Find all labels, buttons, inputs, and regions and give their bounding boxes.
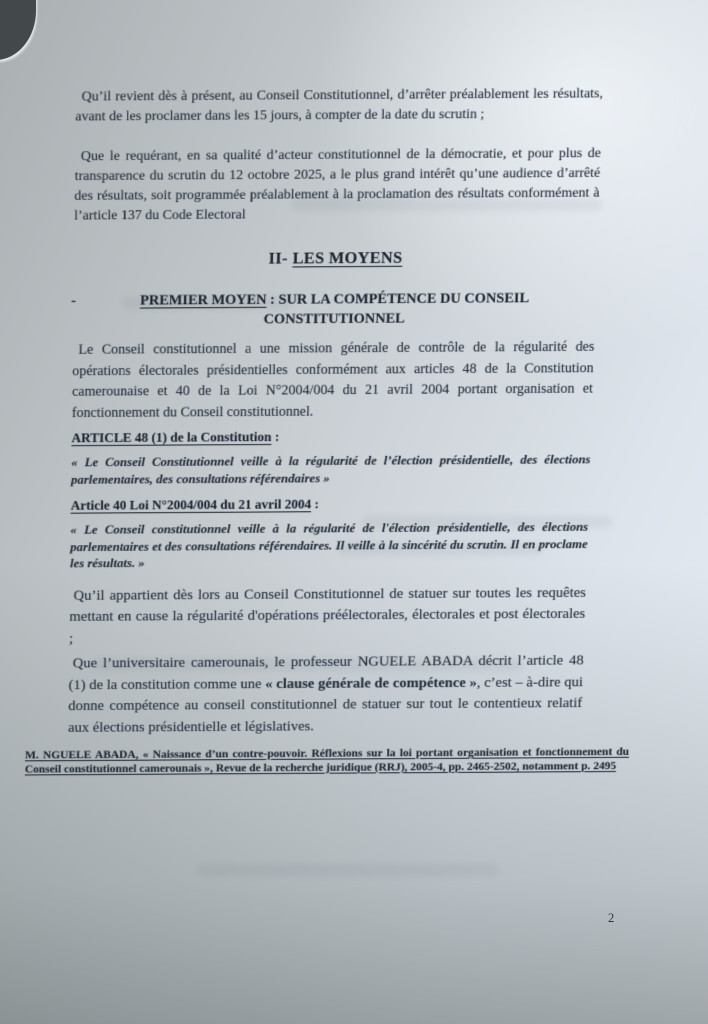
page-number: 2 xyxy=(608,911,615,925)
section-number: II- xyxy=(268,248,288,268)
universitaire-text-end: , c’est – à-dire qui donne compétence au conseil constitutionnel de statuer sur tout le contentieux relatif aux élections présidentielle et législatives. xyxy=(67,674,584,736)
paragraph-mission: Le Conseil constitutionnel a une mission générale de contrôle de la régularité des opérations électorales présidentielles conformément aux articles 48 de la Constitution camerounaise et 40 de la Loi N°2004/004 du 21 avril 2004 portant organisation et fonctionnement du Conseil constitutionnel. xyxy=(71,339,595,421)
article-40-colon: : xyxy=(311,496,320,512)
premier-moyen-label: PREMIER MOYEN xyxy=(139,292,267,309)
section-heading-les-moyens xyxy=(74,247,598,269)
ink-bleed xyxy=(198,864,498,876)
universitaire-text-start: Que l’universitaire camerounais, le professeur NGUELE ABADA décrit l’article 48 (1) de la constitution comme une xyxy=(68,653,584,693)
heading-article-48 xyxy=(71,427,591,447)
premier-moyen-subject: : SUR LA COMPÉTENCE DU CONSEIL CONSTITUTIONNEL xyxy=(263,290,530,327)
paragraph-requerant: Que le requérant, en sa qualité d’acteur constitutionnel de la démocratie, et pour plus de transparence du scrutin du 12 octobre 2025, a le plus grand intérêt qu’une audience d’arrêté des résultats, soit programmée préalablement à la proclamation des résultats conformément à l’article 137 du Code Electoral xyxy=(74,146,602,224)
paragraph-revient: Qu’il revient dès à présent, au Conseil Constitutionnel, d’arrêter préalablement les résultats, avant de les proclamer dans les 15 jours, à compter de la date du scrutin ; xyxy=(75,86,604,125)
quote-article-40: « Le Conseil constitutionnel veille à la régularité de l'élection présidentielle, des élections parlementaires et des consultations référendaires. Il veille à la sincérité du scrutin. Il en proclame les résultats. » xyxy=(69,519,589,571)
paragraph-universitaire xyxy=(68,650,584,738)
footnote-reference: M. NGUELE ABADA, « Naissance d’un contre-pouvoir. Réflexions sur la loi portant organisation et fonctionnement du Conseil constitutionnel camerounais », Revue de la recherche juridique (RRJ), 2005-4, pp. 2465-2502, notamment p. 2495 xyxy=(24,744,630,775)
section-title: LES MOYENS xyxy=(292,248,403,268)
clause-generale-bold: « clause générale de compétence » xyxy=(265,675,478,692)
heading-article-40 xyxy=(71,494,590,513)
quote-article-48: « Le Conseil Constitutionnel veille à la régularité de l’élection présidentielle, des élections parlementaires, des consultations référendaires » xyxy=(70,451,591,487)
paragraph-appartient: Qu’il appartient dès lors au Conseil Constitutionnel de statuer sur toutes les requêtes mettant en cause la régularité d'opérations préélectorales, électorales et post électorales ; xyxy=(69,584,587,647)
heading-premier-moyen xyxy=(71,289,552,330)
article-40-title: Article 40 Loi N°2004/004 du 21 avril 2004 xyxy=(70,496,312,513)
article-48-colon: : xyxy=(271,429,280,444)
article-48-title: ARTICLE 48 (1) de la Constitution xyxy=(71,429,272,446)
list-dash: - xyxy=(71,293,77,309)
